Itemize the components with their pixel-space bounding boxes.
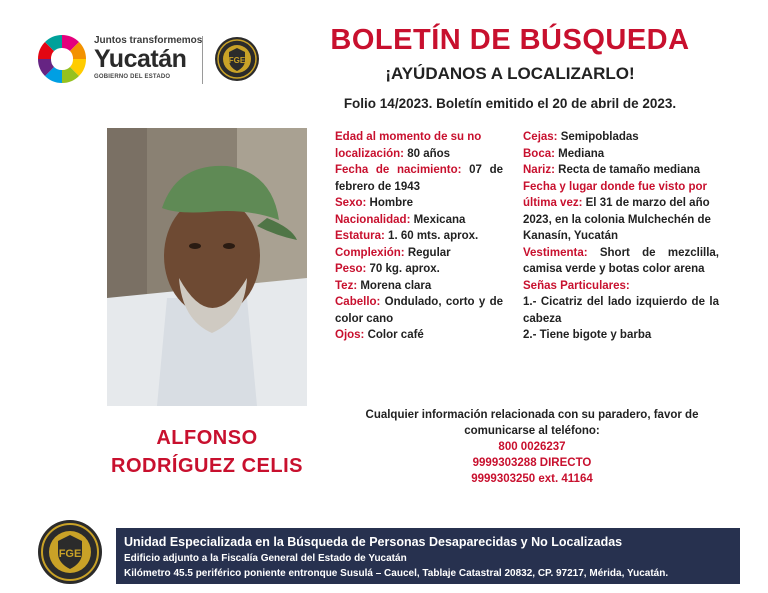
detail-complexion: Tez: Morena clara bbox=[335, 279, 432, 292]
page-title: BOLETÍN DE BÚSQUEDA bbox=[330, 24, 690, 56]
detail-nose: Nariz: Recta de tamaño mediana bbox=[523, 164, 701, 176]
details-left-column bbox=[335, 129, 503, 344]
detail-hair: Cabello: Ondulado, corto y de color cano bbox=[335, 296, 503, 325]
gov-slogan: Juntos transformemos bbox=[94, 35, 203, 46]
svg-text:FGE: FGE bbox=[228, 56, 246, 65]
person-name bbox=[92, 424, 322, 480]
detail-eyes: Ojos: Color café bbox=[335, 329, 424, 341]
contact-phone: 800 0026237 bbox=[498, 441, 566, 453]
details-right-column bbox=[523, 129, 719, 344]
folio-line: Folio 14/2023. Boletín emitido el 20 de abril de 2023. bbox=[343, 96, 677, 111]
contact-text: Cualquier información relacionada con su paradero, favor de comunicarse al teléfono: bbox=[365, 409, 699, 437]
detail-age: Edad al momento de su no localización: 80 años bbox=[335, 131, 482, 160]
yucatan-logo-text bbox=[94, 36, 202, 80]
page-subtitle: ¡AYÚDANOS A LOCALIZARLO! bbox=[385, 64, 635, 83]
fge-footer-seal bbox=[37, 519, 103, 585]
detail-mouth: Boca: Mediana bbox=[523, 147, 605, 160]
svg-text:FGE: FGE bbox=[58, 548, 82, 560]
detail-last-seen: Fecha y lugar donde fue visto por última vez: El 31 de marzo del año 2023, en la colonia Mulchechén de Kanasín, Yucatán bbox=[523, 180, 711, 242]
gov-name: Yucatán bbox=[94, 45, 187, 73]
footer-address: Kilómetro 45.5 periférico poniente entronque Susulá – Caucel, Tablaje Catastral 20832, CP. 97217, Mérida, Yucatán. bbox=[124, 568, 669, 579]
distinguishing-mark-item: 2.- Tiene bigote y barba bbox=[523, 329, 652, 341]
detail-weight: Peso: 70 kg. aprox. bbox=[335, 263, 440, 275]
detail-birthdate: Fecha de nacimiento: 07 de febrero de 1943 bbox=[335, 164, 503, 193]
footer-building: Edificio adjunto a la Fiscalía General del Estado de Yucatán bbox=[124, 553, 407, 564]
detail-nationality: Nacionalidad: Mexicana bbox=[335, 213, 466, 226]
detail-clothing: Vestimenta: Short de mezclilla, camisa verde y botas color arena bbox=[523, 246, 719, 275]
logo-divider bbox=[202, 36, 203, 84]
distinguishing-mark-item: 1.- Cicatriz del lado izquierdo de la cabeza bbox=[523, 296, 719, 325]
detail-height: Estatura: 1. 60 mts. aprox. bbox=[335, 230, 479, 242]
fge-seal-logo bbox=[214, 36, 260, 82]
yucatan-government-logo bbox=[36, 33, 88, 85]
contact-phone: 9999303250 ext. 41164 bbox=[471, 473, 593, 485]
detail-build: Complexión: Regular bbox=[335, 246, 451, 259]
person-first-name: ALFONSO bbox=[156, 427, 258, 449]
missing-person-photo bbox=[107, 128, 307, 406]
contact-info bbox=[352, 407, 712, 487]
detail-distinguishing-marks: Señas Particulares: bbox=[523, 279, 630, 292]
gov-subtitle: GOBIERNO DEL ESTADO bbox=[94, 74, 171, 80]
detail-sex: Sexo: Hombre bbox=[335, 197, 413, 209]
footer-unit-name: Unidad Especializada en la Búsqueda de Personas Desaparecidas y No Localizadas bbox=[124, 535, 623, 549]
footer-bar bbox=[116, 528, 740, 584]
contact-phone: 9999303288 DIRECTO bbox=[472, 457, 592, 469]
detail-eyebrows: Cejas: Semipobladas bbox=[523, 131, 639, 143]
person-last-name: RODRÍGUEZ CELIS bbox=[111, 455, 303, 477]
